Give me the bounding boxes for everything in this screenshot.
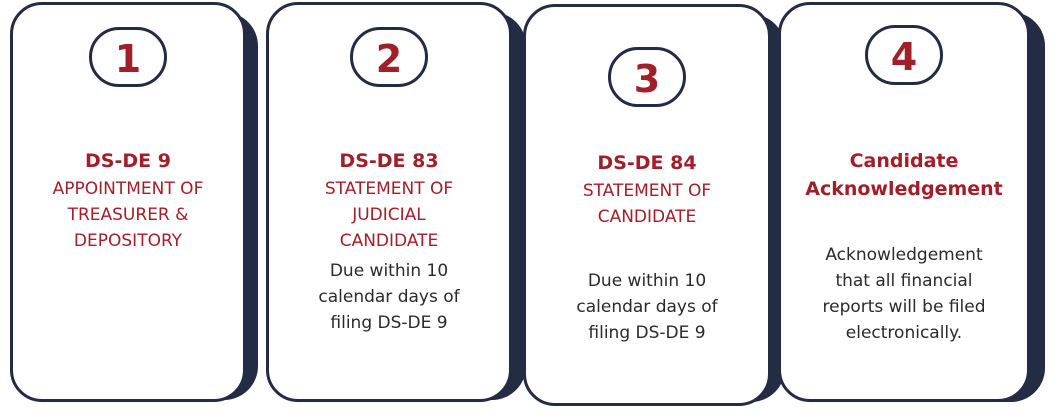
step-3-title-line-2: CANDIDATE <box>597 207 697 227</box>
step-2-description-line-3: filing DS-DE 9 <box>330 313 448 333</box>
step-4-description-line-4: electronically. <box>845 323 963 343</box>
step-2-card <box>266 2 512 402</box>
step-3-description-line-1: Due within 10 <box>587 271 707 291</box>
step-4-number: 4 <box>890 35 918 79</box>
step-1-card <box>10 2 246 402</box>
step-4-description-line-1: Acknowledgement <box>825 245 983 265</box>
step-3-form-code: DS-DE 84 <box>597 152 697 174</box>
step-4-number-badge <box>865 25 943 85</box>
step-4-description-line-2: that all financial <box>835 271 973 291</box>
step-2-title-line-3: CANDIDATE <box>339 231 439 251</box>
step-3-title-line-1: STATEMENT OF <box>582 181 712 201</box>
step-1-number: 1 <box>114 37 142 81</box>
step-1-title-line-3: DEPOSITORY <box>73 231 183 251</box>
step-4-description-line-3: reports will be filed <box>822 297 986 317</box>
step-2-form-code: DS-DE 83 <box>339 150 439 172</box>
step-1-form-code: DS-DE 9 <box>85 150 171 172</box>
step-2-title-line-2: JUDICIAL <box>352 205 426 225</box>
step-4-title-line-1: Candidate <box>849 150 959 172</box>
step-2-title-line-1: STATEMENT OF <box>324 179 454 199</box>
step-3-card <box>523 4 771 406</box>
step-4-card <box>778 2 1030 402</box>
step-3-description-line-2: calendar days of <box>576 297 718 317</box>
step-2-description-line-1: Due within 10 <box>329 261 449 281</box>
step-4-title-line-2: Acknowledgement <box>805 178 1003 200</box>
step-2-number-badge <box>350 27 428 87</box>
step-3-number-badge <box>608 47 686 107</box>
step-3-number: 3 <box>633 57 661 101</box>
step-2-description-line-2: calendar days of <box>318 287 460 307</box>
step-1-number-badge <box>89 27 167 87</box>
step-1-title-line-2: TREASURER & <box>67 205 189 225</box>
step-1-title-line-1: APPOINTMENT OF <box>52 179 204 199</box>
step-3-description-line-3: filing DS-DE 9 <box>588 323 706 343</box>
step-2-number: 2 <box>375 37 403 81</box>
